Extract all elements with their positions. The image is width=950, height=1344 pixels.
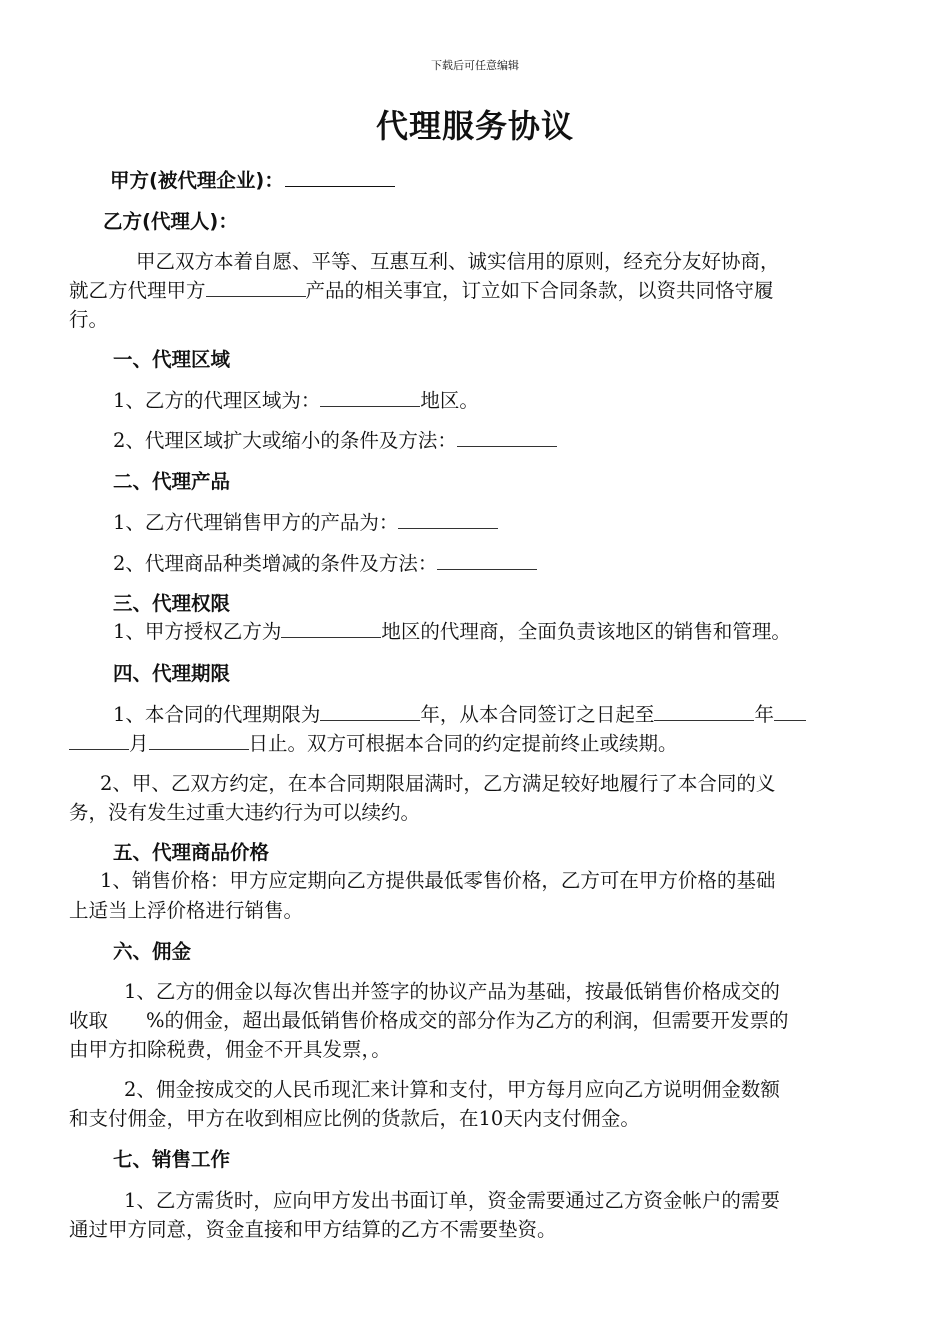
section-4-item-2-line-1: 2、甲、乙双方约定，在本合同期限届满时，乙方满足较好地履行了本合同的义: [100, 772, 776, 795]
s4-item1-text-b: 年，从本合同签订之日起至: [420, 703, 655, 726]
section-6-item-2-line-2: 和支付佣金，甲方在收到相应比例的货款后，在10天内支付佣金。: [69, 1107, 640, 1130]
section-7-item-1-line-1: 1、乙方需货时，应向甲方发出书面订单，资金需要通过乙方资金帐户的需要: [124, 1189, 780, 1212]
section-7-item-1-line-2: 通过甲方同意，资金直接和甲方结算的乙方不需要垫资。: [69, 1218, 557, 1241]
section-5-item-1-line-1: 1、销售价格：甲方应定期向乙方提供最低零售价格，乙方可在甲方价格的基础: [100, 869, 776, 892]
section-6-item-1-line-1: 1、乙方的佣金以每次售出并签字的协议产品为基础，按最低销售价格成交的: [124, 980, 780, 1003]
s4-item1-text-e: 日止。双方可根据本合同的约定提前终止或续期。: [248, 732, 678, 755]
s6-item1-text-a: 收取: [69, 1009, 109, 1032]
product-change-blank: [437, 549, 537, 570]
party-a-line: [110, 166, 396, 196]
end-day-blank: [149, 729, 249, 750]
section-6-heading: 六、佣金: [113, 940, 192, 963]
section-6-item-2-line-1: 2、佣金按成交的人民币现汇来计算和支付，甲方每月应向乙方说明佣金数额: [124, 1078, 780, 1101]
section-3-item-1: [113, 617, 791, 647]
section-5-item-1-line-2: 上适当上浮价格进行销售。: [69, 899, 304, 922]
authorized-region-blank: [281, 617, 381, 638]
section-4-item-2-line-2: 务，没有发生过重大违约行为可以续约。: [69, 801, 421, 824]
region-change-blank: [457, 426, 557, 447]
s2-item1-text: 1、乙方代理销售甲方的产品为：: [113, 511, 399, 534]
s3-item1-text-b: 地区的代理商，全面负责该地区的销售和管理。: [381, 620, 791, 643]
intro-text-b: 产品的相关事宜，订立如下合同条款，以资共同恪守履: [305, 279, 774, 302]
end-year-blank: [654, 700, 754, 721]
end-month-blank-part-1: [774, 700, 806, 721]
s1-item1-text-b: 地区。: [420, 389, 479, 412]
term-years-blank: [320, 700, 420, 721]
party-a-label: 甲方(被代理企业)：: [110, 169, 284, 192]
s4-item1-text-c: 年: [754, 703, 774, 726]
section-4-heading: 四、代理期限: [113, 662, 231, 685]
section-4-item-1-line-2: [69, 729, 678, 759]
party-b-label: 乙方(代理人)：: [103, 210, 238, 233]
intro-text-a: 就乙方代理甲方: [69, 279, 206, 302]
document-title: 代理服务协议: [375, 107, 574, 145]
product-blank: [398, 508, 498, 529]
intro-line-3: 行。: [69, 308, 109, 331]
section-1-heading: 一、代理区域: [113, 348, 231, 371]
s1-item1-text-a: 1、乙方的代理区域为：: [113, 389, 321, 412]
s4-item1-text-d: 月: [129, 732, 149, 755]
intro-line-2: [69, 276, 774, 306]
s2-item2-text: 2、代理商品种类增减的条件及方法：: [113, 552, 438, 575]
region-blank: [320, 386, 420, 407]
section-1-item-2: [113, 426, 557, 456]
section-6-item-1-line-3: 由甲方扣除税费，佣金不开具发票，。: [69, 1038, 391, 1061]
s1-item2-text: 2、代理区域扩大或缩小的条件及方法：: [113, 429, 457, 452]
section-2-item-2: [113, 549, 537, 579]
header-note: 下载后可任意编辑: [431, 59, 519, 72]
section-7-heading: 七、销售工作: [113, 1148, 231, 1171]
end-month-blank-part-2: [69, 729, 129, 750]
intro-product-blank: [206, 276, 306, 297]
section-4-item-1-line-1: [113, 700, 806, 730]
intro-line-1: 甲乙双方本着自愿、平等、互惠互利、诚实信用的原则，经充分友好协商，: [136, 250, 780, 273]
s6-item1-text-b: %的佣金，超出最低销售价格成交的部分作为乙方的利润，但需要开发票的: [146, 1009, 789, 1032]
section-3-heading: 三、代理权限: [113, 592, 231, 615]
section-6-item-1-line-2: [69, 1006, 789, 1036]
section-1-item-1: [113, 386, 479, 416]
section-5-heading: 五、代理商品价格: [113, 841, 270, 864]
s3-item1-text-a: 1、甲方授权乙方为: [113, 620, 282, 643]
section-2-item-1: [113, 508, 498, 538]
section-2-heading: 二、代理产品: [113, 470, 231, 493]
s4-item1-text-a: 1、本合同的代理期限为: [113, 703, 321, 726]
party-b-line: [103, 207, 238, 237]
party-a-blank: [285, 166, 395, 187]
